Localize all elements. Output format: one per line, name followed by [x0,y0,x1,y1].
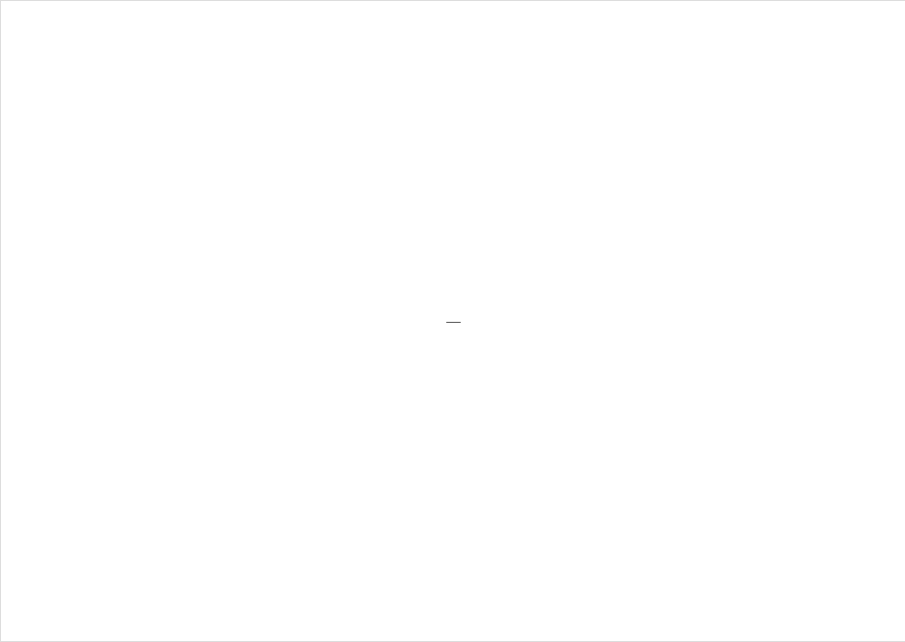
placeholder: — [0,0,905,642]
